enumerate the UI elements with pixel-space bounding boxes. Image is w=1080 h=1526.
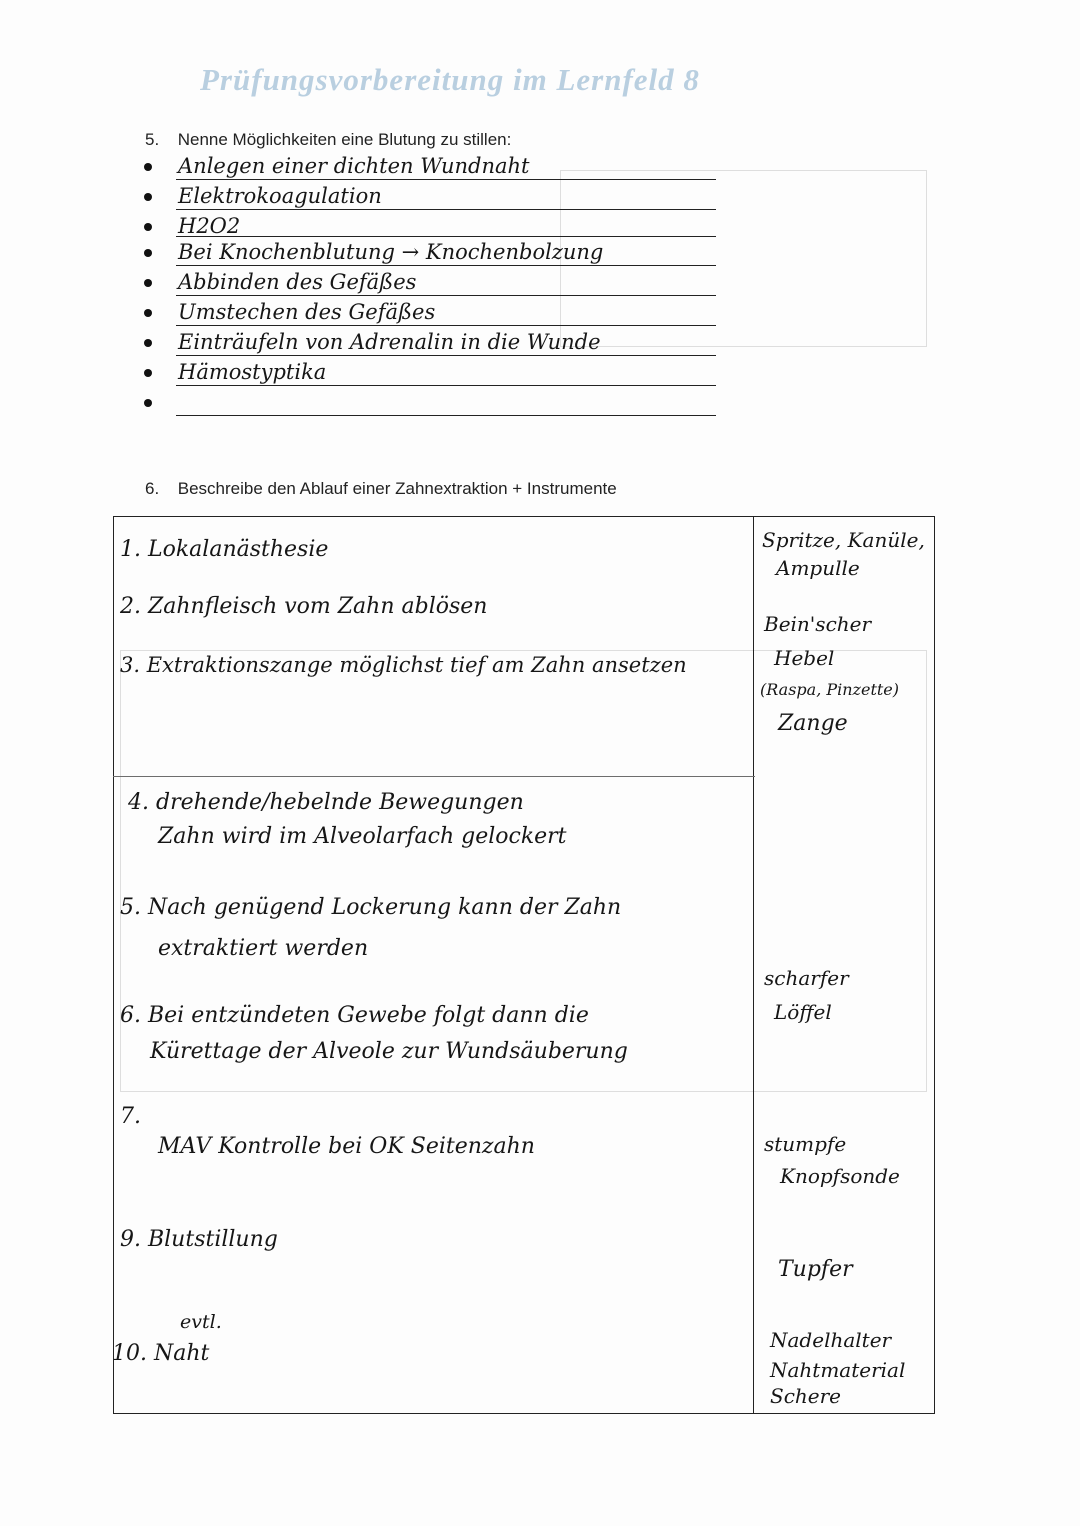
bullet-icon <box>144 193 152 201</box>
list-item <box>140 300 610 330</box>
answer-line <box>176 209 716 210</box>
instrument-knopfsonde: Knopfsonde <box>780 1164 900 1188</box>
answer-text: H2O2 <box>178 214 241 238</box>
answer-text: Anlegen einer dichten Wundnaht <box>178 154 530 178</box>
step-3: 3. Extraktionszange möglichst tief am Zahn ansetzen <box>120 653 687 677</box>
answer-text: Hämostyptika <box>178 360 327 384</box>
step-9: 9. Blutstillung <box>120 1227 278 1252</box>
instrument-loeffel: Löffel <box>774 1000 832 1024</box>
instrument-beinscher: Bein'scher <box>764 612 872 636</box>
answer-list-5 <box>140 154 610 420</box>
list-item <box>140 184 610 214</box>
bullet-icon <box>144 249 152 257</box>
bullet-icon <box>144 279 152 287</box>
question-5-number: 5. <box>145 130 160 149</box>
instrument-ampoule: Ampulle <box>776 556 860 580</box>
list-item <box>140 330 610 360</box>
list-item <box>140 270 610 300</box>
step-6-detail: Kürettage der Alveole zur Wundsäuberung <box>150 1039 628 1064</box>
instrument-raspa: (Raspa, Pinzette) <box>760 680 900 699</box>
question-6-text: Beschreibe den Ablauf einer Zahnextraktion + Instrumente <box>177 479 617 498</box>
step-4: 4. drehende/hebelnde Bewegungen <box>128 790 524 815</box>
bullet-icon <box>144 223 152 231</box>
step-10-note: evtl. <box>180 1311 222 1333</box>
question-5-text: Nenne Möglichkeiten eine Blutung zu stillen: <box>177 130 512 149</box>
step-7-number: 7. <box>120 1104 141 1129</box>
answer-line <box>176 265 716 266</box>
page-title: Prüfungsvorbereitung im Lernfeld 8 <box>200 62 700 97</box>
instrument-tupfer: Tupfer <box>778 1257 853 1282</box>
step-6: 6. Bei entzündeten Gewebe folgt dann die <box>120 1003 589 1028</box>
instrument-zange: Zange <box>778 711 848 736</box>
list-item <box>140 360 610 390</box>
step-10: 10. Naht <box>112 1341 210 1366</box>
list-item <box>140 240 610 270</box>
step-4-detail: Zahn wird im Alveolarfach gelockert <box>158 824 567 849</box>
question-5 <box>145 130 511 150</box>
instrument-syringe: Spritze, Kanüle, <box>762 528 925 552</box>
answer-line <box>176 385 716 386</box>
step-7: MAV Kontrolle bei OK Seitenzahn <box>158 1134 535 1159</box>
answer-text: Abbinden des Gefäßes <box>178 270 417 294</box>
bullet-icon <box>144 399 152 407</box>
instrument-stumpfe: stumpfe <box>764 1132 847 1156</box>
step-2: 2. Zahnfleisch vom Zahn ablösen <box>120 594 488 619</box>
list-item <box>140 390 610 420</box>
instrument-hebel: Hebel <box>774 646 835 670</box>
bullet-icon <box>144 309 152 317</box>
instrument-scharfer: scharfer <box>764 966 849 990</box>
step-5-detail: extraktiert werden <box>158 936 369 961</box>
answer-line <box>176 325 716 326</box>
answer-text: Einträufeln von Adrenalin in die Wunde <box>178 330 601 354</box>
instrument-nahtmaterial: Nahtmaterial <box>770 1358 906 1382</box>
bleed-through-table <box>560 170 927 347</box>
answer-line <box>176 295 716 296</box>
bullet-icon <box>144 163 152 171</box>
bullet-icon <box>144 369 152 377</box>
answer-text: Bei Knochenblutung → Knochenbolzung <box>178 240 604 264</box>
step-1: 1. Lokalanästhesie <box>120 537 329 562</box>
question-6 <box>145 479 617 499</box>
answer-line <box>176 355 716 356</box>
question-6-number: 6. <box>145 479 160 498</box>
answer-line <box>176 179 716 180</box>
bullet-icon <box>144 339 152 347</box>
instrument-nadelhalter: Nadelhalter <box>770 1328 892 1352</box>
answer-line <box>176 236 716 237</box>
row-divider <box>113 776 755 777</box>
instrument-schere: Schere <box>770 1384 842 1408</box>
list-item <box>140 214 610 240</box>
answer-text: Umstechen des Gefäßes <box>178 300 436 324</box>
list-item <box>140 154 610 184</box>
answer-text: Elektrokoagulation <box>178 184 382 208</box>
answer-line <box>176 415 716 416</box>
step-5: 5. Nach genügend Lockerung kann der Zahn <box>120 895 622 920</box>
